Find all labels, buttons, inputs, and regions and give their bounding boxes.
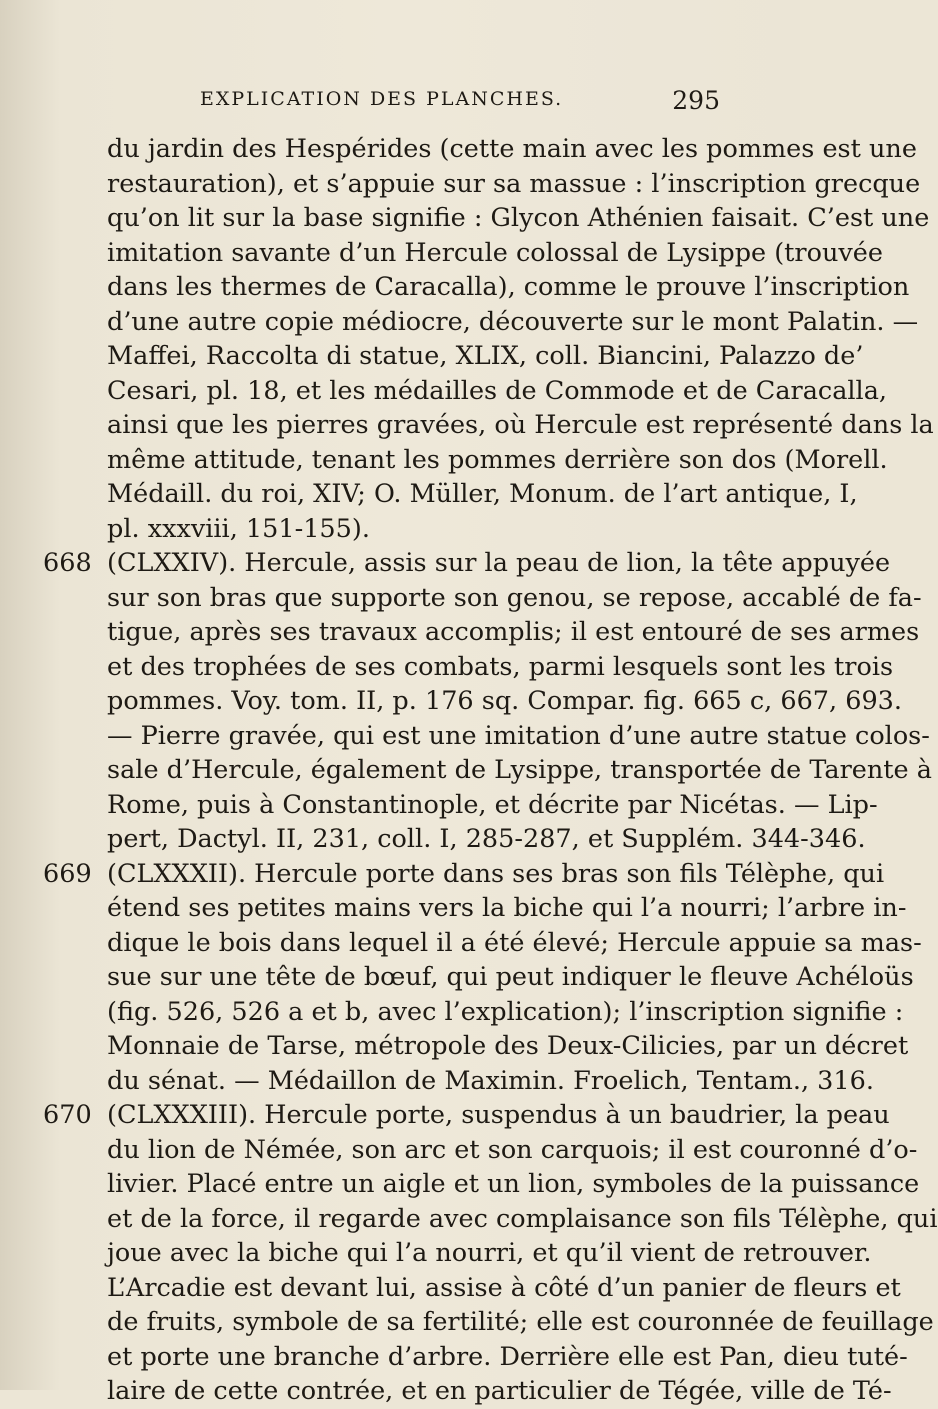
text-line: (CLXXIV). Hercule, assis sur la peau de lion, la tête appuyée <box>107 548 891 578</box>
entry-number: 670 <box>43 1100 92 1130</box>
text-line: laire de cette contrée, et en particulier de Tégée, ville de Té- <box>107 1376 892 1406</box>
text-line: sue sur une tête de bœuf, qui peut indiquer le fleuve Achéloüs <box>107 962 914 992</box>
text-line: du sénat. — Médaillon de Maximin. Froelich, Tentam., 316. <box>107 1065 874 1096</box>
text-line: imitation savante d’un Hercule colossal de Lysippe (trouvée <box>107 237 883 268</box>
text-line: de fruits, symbole de sa fertilité; elle est couronnée de feuillage <box>107 1307 934 1337</box>
text-line: ainsi que les pierres gravées, où Hercule est représenté dans la <box>107 410 934 440</box>
text-line: Cesari, pl. 18, et les médailles de Commode et de Caracalla, <box>107 375 888 406</box>
text-line: pl. xxxviii, 151-155). <box>107 513 370 544</box>
text-line: tigue, après ses travaux accomplis; il est entouré de ses armes <box>107 617 920 647</box>
text-line: restauration), et s’appuie sur sa massue : l’inscription grecque <box>107 168 921 199</box>
text-line: Rome, puis à Constantinople, et décrite par Nicétas. — Lip- <box>107 789 878 820</box>
text-line: (CLXXXIII). Hercule porte, suspendus à un baudrier, la peau <box>107 1100 890 1130</box>
page-header <box>200 88 720 118</box>
text-line: (CLXXXII). Hercule porte dans ses bras son fils Télèphe, qui <box>107 858 885 889</box>
text-line: Maffei, Raccolta di statue, XLIX, coll. Biancini, Palazzo de’ <box>107 341 864 371</box>
text-line: sale d’Hercule, également de Lysippe, transportée de Tarente à <box>107 755 932 785</box>
text-line: pert, Dactyl. II, 231, coll. I, 285-287, et Supplém. 344-346. <box>107 824 866 854</box>
page-number: 295 <box>672 86 720 115</box>
text-line: même attitude, tenant les pommes derrière son dos (Morell. <box>107 444 888 475</box>
text-line: et porte une branche d’arbre. Derrière elle est Pan, dieu tuté- <box>107 1341 908 1372</box>
text-line: sur son bras que supporte son genou, se repose, accablé de fa- <box>107 582 922 613</box>
entry-number: 668 <box>43 548 92 578</box>
text-line: — Pierre gravée, qui est une imitation d’une autre statue colos- <box>107 720 930 751</box>
text-line: qu’on lit sur la base signifie : Glycon Athénien faisait. C’est une <box>107 203 930 233</box>
text-line: Monnaie de Tarse, métropole des Deux-Cilicies, par un décret <box>107 1031 909 1061</box>
text-line: (fig. 526, 526 a et b, avec l’explication); l’inscription signifie : <box>107 996 904 1027</box>
text-line: pommes. Voy. tom. II, p. 176 sq. Compar. fig. 665 c, 667, 693. <box>107 686 903 716</box>
text-line: du lion de Némée, son arc et son carquois; il est couronné d’o- <box>107 1134 918 1165</box>
text-line: dique le bois dans lequel il a été élevé; Hercule appuie sa mas- <box>107 927 922 958</box>
text-line: dans les thermes de Caracalla), comme le prouve l’inscription <box>107 272 910 302</box>
text-line: livier. Placé entre un aigle et un lion, symboles de la puissance <box>107 1169 920 1199</box>
text-line: et de la force, il regarde avec complaisance son fils Télèphe, qui <box>107 1203 938 1234</box>
text-line: L’Arcadie est devant lui, assise à côté d’un panier de fleurs et <box>107 1272 901 1303</box>
text-line: joue avec la biche qui l’a nourri, et qu’il vient de retrouver. <box>107 1238 872 1268</box>
entry-number: 669 <box>43 858 92 889</box>
text-line: d’une autre copie médiocre, découverte sur le mont Palatin. — <box>107 306 919 337</box>
text-line: étend ses petites mains vers la biche qui l’a nourri; l’arbre in- <box>107 893 907 923</box>
text-line: du jardin des Hespérides (cette main avec les pommes est une <box>107 134 917 164</box>
running-head: EXPLICATION DES PLANCHES. <box>200 88 564 110</box>
text-line: Médaill. du roi, XIV; O. Müller, Monum. de l’art antique, I, <box>107 479 858 509</box>
text-line: et des trophées de ses combats, parmi lesquels sont les trois <box>107 651 894 682</box>
